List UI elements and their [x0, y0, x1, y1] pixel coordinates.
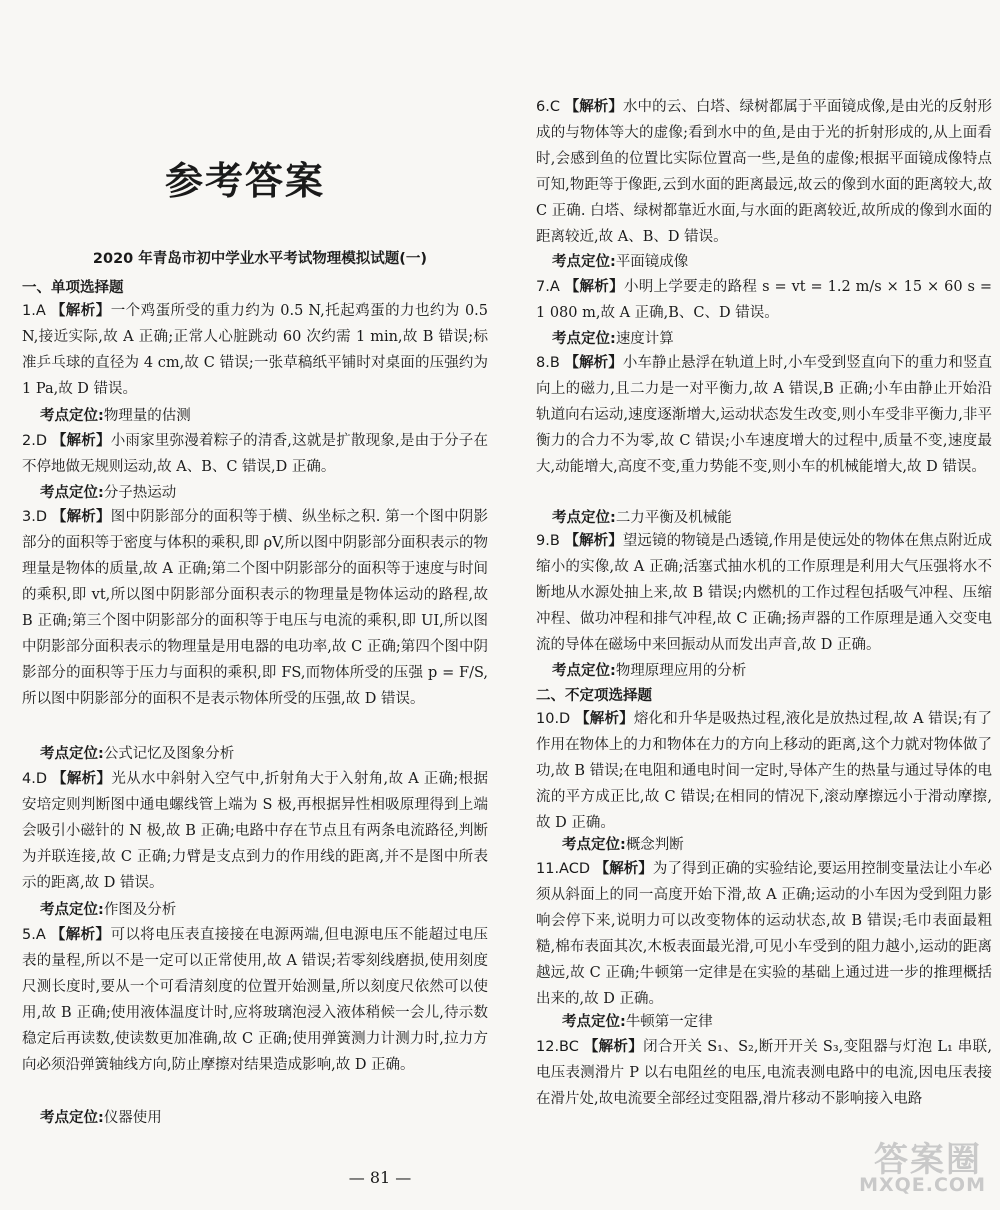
- answer-text: 图中阴影部分的面积等于横、纵坐标之积. 第一个图中阴影部分的面积等于密度与体积的乘积,即 ρV,所以图中阴影部分面积表示的物理量是物体的质量,故 A 正确;第二个图中阴影部分的面积等于速度与时间的乘积,即 vt,所以图中阴影部分面积表示的物理量是物体运动的路程,故 B 正确;第三个图中阴影部分的面积等于电压与电流的乘积,即 UI,所以图中阴影部分面积表示的物理量是用电器的电功率,故 C 正确;第四个图中阴影部分的面积等于压力与面积的乘积,即 FS,而物体所受的压强 p = F/S,所以图中阴影部分的面积不是表示物体所受的压强,故 D 错误。: [22, 509, 489, 707]
- answer-text: 可以将电压表直接接在电源两端,但电源电压不能超过电压表的量程,所以不是一定可以正常使用,故 A 错误;若零刻线磨损,使用刻度尺测长度时,要从一个可看清刻度的位置开始测量,所以刻度尺依然可以使用,故 B 正确;使用液体温度计时,应将玻璃泡浸入液体稍候一会儿,待示数稳定后再读数,使读数更加准确,故 C 正确;使用弹簧测力计测力时,拉力方向必须沿弹簧轴线方向,防止摩擦对结果造成影响,故 D 正确。: [22, 927, 489, 1073]
- answer-10: [536, 706, 992, 836]
- analysis-tag: 【解析】: [51, 509, 111, 525]
- kp-value: 平面镜成像: [615, 254, 689, 270]
- kp-label: 考点定位:: [40, 1110, 104, 1126]
- answer-11: [536, 856, 992, 1012]
- answer-7: [536, 274, 992, 326]
- analysis-tag: 【解析】: [575, 711, 634, 727]
- analysis-tag: 【解析】: [583, 1039, 644, 1055]
- knowledge-point: [552, 327, 674, 348]
- kp-value: 仪器使用: [103, 1110, 162, 1126]
- answer-text: 水中的云、白塔、绿树都属于平面镜成像,是由光的反射形成的与物体等大的虚像;看到水中的鱼,是由于光的折射形成的,从上面看时,会感到鱼的位置比实际位置高一些,是鱼的虚像;根据平面镜成像特点可知,物距等于像距,云到水面的距离最远,故云的像到水面的距离较大,故 C 正确. 白塔、绿树都靠近水面,与水面的距离较近,故所成的像到水面的距离较近,故 A、B、D 错误。: [536, 99, 993, 245]
- answer-9: [536, 528, 992, 658]
- answer-text: 光从水中斜射入空气中,折射角大于入射角,故 A 正确;根据安培定则判断图中通电螺线管上端为 S 极,再根据异性相吸原理得到上端会吸引小磁针的 N 极,故 B 正确;电路中存在节点且有两条电流路径,判断为并联连接,故 C 正确;力臂是支点到力的作用线的距离,并不是图中所表示的距离,故 D 错误。: [22, 771, 489, 891]
- knowledge-point: [562, 833, 684, 854]
- kp-label: 考点定位:: [552, 663, 616, 679]
- section-heading-single-choice: 一、单项选择题: [22, 280, 124, 296]
- knowledge-point: [552, 250, 688, 271]
- knowledge-point: [562, 1010, 713, 1031]
- kp-label: 考点定位:: [552, 331, 616, 347]
- answer-number: 2.D: [22, 433, 47, 449]
- analysis-tag: 【解析】: [564, 533, 623, 549]
- answer-4: [22, 766, 488, 896]
- kp-value: 牛顿第一定律: [625, 1014, 713, 1030]
- analysis-tag: 【解析】: [50, 303, 111, 319]
- knowledge-point: [40, 742, 234, 763]
- knowledge-point: [40, 404, 191, 425]
- analysis-tag: 【解析】: [564, 99, 623, 115]
- kp-label: 考点定位:: [562, 1014, 626, 1030]
- answer-5: [22, 922, 488, 1104]
- kp-value: 物理原理应用的分析: [615, 663, 747, 679]
- section-heading-multiple-choice: 二、不定项选择题: [536, 688, 652, 704]
- answer-number: 9.B: [536, 533, 560, 549]
- kp-label: 考点定位:: [40, 408, 104, 424]
- answer-1: [22, 298, 488, 402]
- answer-3: [22, 504, 488, 738]
- watermark-logo: [816, 1132, 986, 1202]
- answer-number: 5.A: [22, 927, 46, 943]
- answer-text: 小明上学要走的路程 s = vt = 1.2 m/s × 15 × 60 s = 1 080 m,故 A 正确,B、C、D 错误。: [536, 279, 992, 321]
- kp-value: 公式记忆及图象分析: [103, 746, 235, 762]
- kp-label: 考点定位:: [40, 746, 104, 762]
- kp-label: 考点定位:: [40, 902, 104, 918]
- answer-number: 3.D: [22, 509, 47, 525]
- answer-number: 1.A: [22, 303, 46, 319]
- answer-number: 12.BC: [536, 1039, 579, 1055]
- analysis-tag: 【解析】: [564, 279, 624, 295]
- kp-value: 物理量的估测: [103, 408, 191, 424]
- analysis-tag: 【解析】: [51, 433, 111, 449]
- answer-text: 一个鸡蛋所受的重力约为 0.5 N,托起鸡蛋的力也约为 0.5 N,接近实际,故 A 正确;正常人心脏跳动 60 次约需 1 min,故 B 错误;标准乒乓球的直径为 4 cm,故 C 错误;一张草稿纸平铺时对桌面的压强约为 1 Pa,故 D 错误。: [22, 303, 489, 397]
- answer-text: 为了得到正确的实验结论,要运用控制变量法让小车必须从斜面上的同一高度开始下滑,故 A 正确;运动的小车因为受到阻力影响会停下来,说明力可以改变物体的运动状态,故 B 错误;毛巾表面最粗糙,棉布表面其次,木板表面最光滑,可见小车受到的阻力越小,运动的距离越远,故 C 正确;牛顿第一定律是在实验的基础上通过进一步的推理概括出来的,故 D 正确。: [536, 861, 993, 1007]
- answer-number: 11.ACD: [536, 861, 591, 877]
- kp-value: 二力平衡及机械能: [615, 510, 732, 526]
- page-title: 参考答案: [165, 159, 326, 203]
- kp-value: 速度计算: [615, 331, 674, 347]
- kp-value: 作图及分析: [103, 902, 177, 918]
- knowledge-point: [552, 659, 746, 680]
- analysis-tag: 【解析】: [564, 355, 623, 371]
- watermark-text: 答案圈: [874, 1140, 982, 1180]
- kp-label: 考点定位:: [552, 510, 616, 526]
- page-number: — 81 —: [348, 1168, 412, 1187]
- knowledge-point: [40, 481, 176, 502]
- kp-label: 考点定位:: [562, 837, 626, 853]
- analysis-tag: 【解析】: [51, 771, 112, 787]
- knowledge-point: [552, 506, 732, 527]
- knowledge-point: [40, 1106, 162, 1127]
- answer-12: [536, 1034, 992, 1138]
- answer-number: 6.C: [536, 99, 560, 115]
- analysis-tag: 【解析】: [50, 927, 111, 943]
- answer-text: 小雨家里弥漫着粽子的清香,这就是扩散现象,是由于分子在不停地做无规则运动,故 A、B、C 错误,D 正确。: [22, 433, 489, 475]
- kp-value: 概念判断: [625, 837, 684, 853]
- answer-2: [22, 428, 488, 480]
- kp-label: 考点定位:: [40, 485, 104, 501]
- answer-6: [536, 94, 992, 250]
- watermark-url: MXQE.COM: [859, 1174, 986, 1196]
- analysis-tag: 【解析】: [594, 861, 653, 877]
- answer-text: 熔化和升华是吸热过程,液化是放热过程,故 A 错误;有了作用在物体上的力和物体在力的方向上移动的距离,这个力就对物体做了功,故 B 错误;在电阻和通电时间一定时,导体产生的热量与通过导体的电流的平方成正比,故 C 错误;在相同的情况下,滚动摩擦远小于滑动摩擦,故 D 正确。: [536, 711, 993, 831]
- kp-label: 考点定位:: [552, 254, 616, 270]
- answer-text: 小车静止悬浮在轨道上时,小车受到竖直向下的重力和竖直向上的磁力,且二力是一对平衡力,故 A 错误,B 正确;小车由静止开始沿轨道向右运动,速度逐渐增大,运动状态发生改变,则小车受非平衡力,非平衡力的合力不为零,故 C 错误;小车速度增大的过程中,质量不变,速度最大,动能增大,高度不变,重力势能不变,则小车的机械能增大,故 D 错误。: [536, 355, 993, 475]
- answer-text: 望远镜的物镜是凸透镜,作用是使远处的物体在焦点附近成缩小的实像,故 A 正确;活塞式抽水机的工作原理是利用大气压强将水不断地从水源处抽上来,故 B 错误;内燃机的工作过程包括吸气冲程、压缩冲程、做功冲程和排气冲程,故 C 正确;扬声器的工作原理是通入交变电流的导体在磁场中来回振动从而发出声音,故 D 正确。: [536, 533, 993, 653]
- exam-title: 2020 年青岛市初中学业水平考试物理模拟试题(一): [92, 251, 428, 267]
- answer-number: 4.D: [22, 771, 47, 787]
- answer-number: 7.A: [536, 279, 560, 295]
- answer-number: 10.D: [536, 711, 571, 727]
- kp-value: 分子热运动: [103, 485, 177, 501]
- answer-8: [536, 350, 992, 506]
- answer-text: 闭合开关 S₁、S₂,断开开关 S₃,变阻器与灯泡 L₁ 串联,电压表测滑片 P 以右电阻丝的电压,电流表测电路中的电流,因电压表接在滑片处,故电流要全部经过变阻器,滑片移动不影响接入电路: [536, 1039, 992, 1107]
- knowledge-point: [40, 898, 176, 919]
- answer-number: 8.B: [536, 355, 560, 371]
